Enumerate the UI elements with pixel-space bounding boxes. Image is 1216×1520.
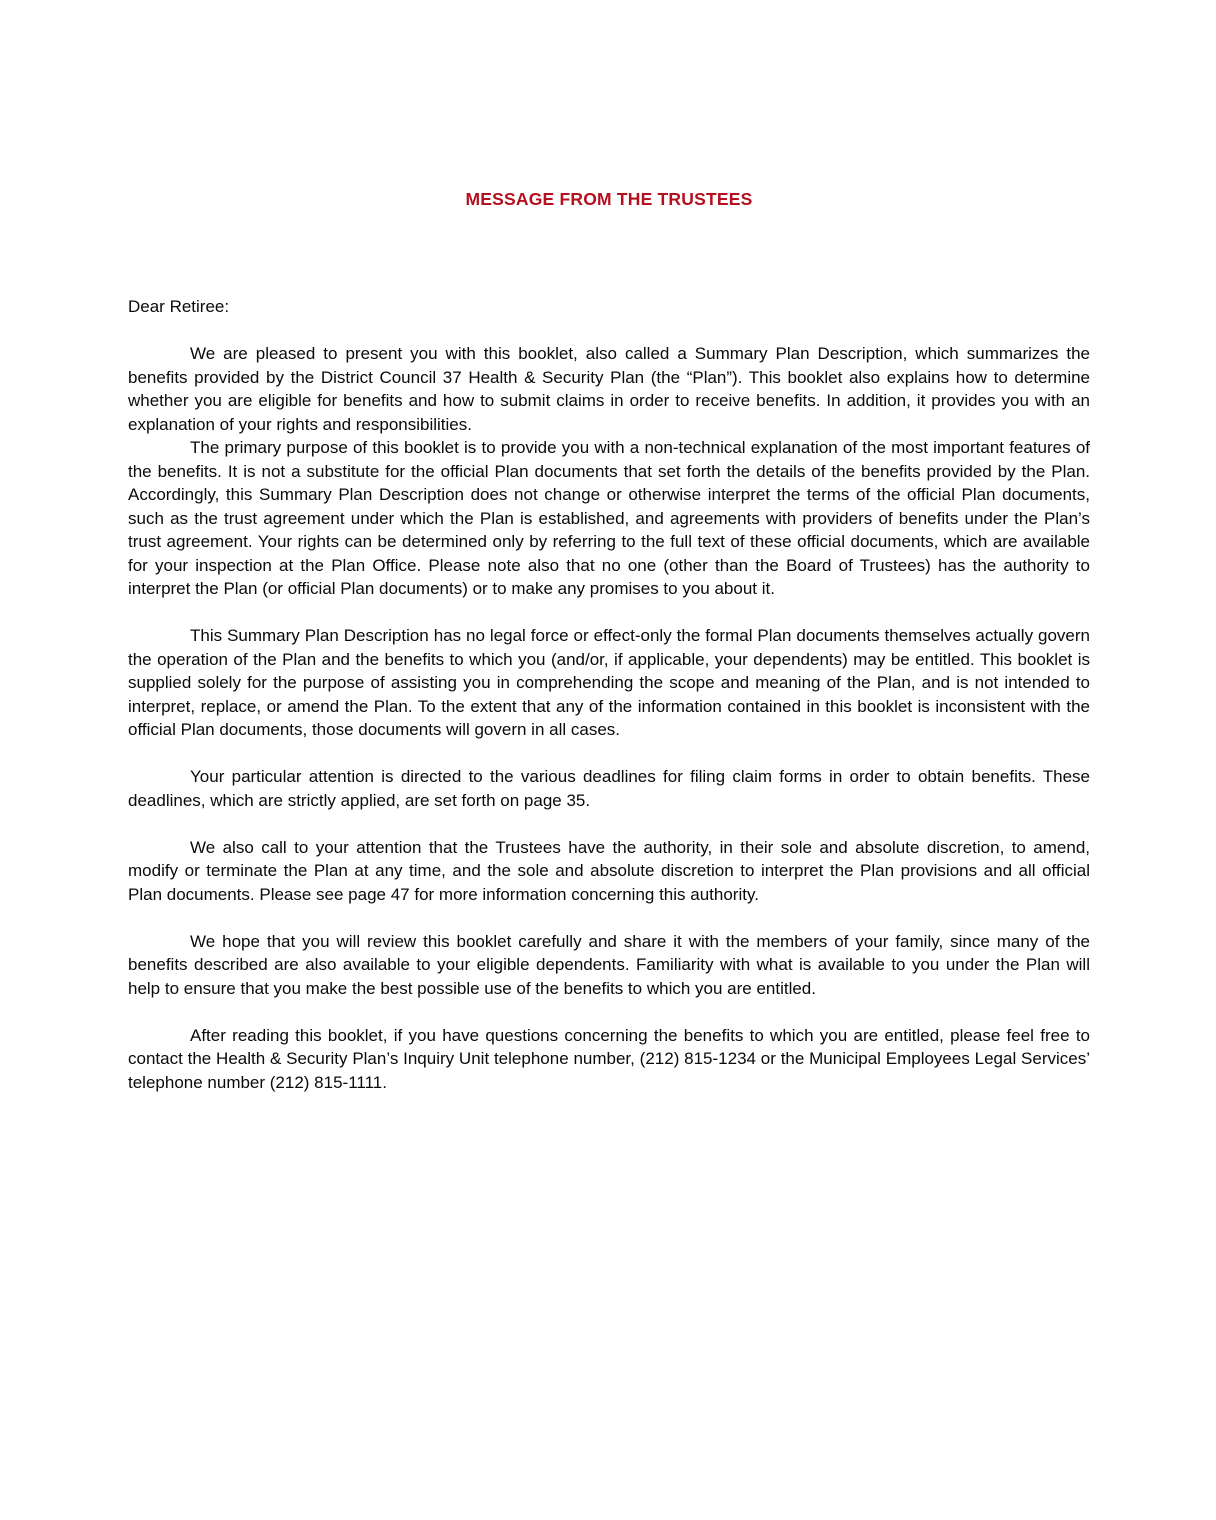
page-title: MESSAGE FROM THE TRUSTEES xyxy=(465,189,753,209)
paragraph-1: We are pleased to present you with this booklet, also called a Summary Plan Description, which summarizes the benefits provided by the District Council 37 Health & Security Plan (the “Plan”). This booklet also explains how to determine whether you are eligible for benefits and how to submit claims in order to receive benefits. In addition, it provides you with an explanation of your rights and responsibilities. xyxy=(128,344,1090,434)
salutation: Dear Retiree: xyxy=(128,297,230,316)
paragraph-5: We also call to your attention that the Trustees have the authority, in their sole and absolute discretion, to amend, modify or terminate the Plan at any time, and the sole and absolute discretion to interpret the Plan provisions and all official Plan documents. Please see page 47 for more information concerning this authority. xyxy=(128,837,1090,904)
paragraph-7: After reading this booklet, if you have questions concerning the benefits to which you are entitled, please feel free to contact the Health & Security Plan’s Inquiry Unit telephone number, (212) 815-1234 or the Municipal Employees Legal Services’ telephone number (212) 815-1111. xyxy=(128,1025,1090,1092)
paragraph-6: We hope that you will review this booklet carefully and share it with the members of your family, since many of the benefits described are also available to your eligible dependents. Familiarity with what is available to you under the Plan will help to ensure that you make the best possible use of the benefits to which you are entitled. xyxy=(128,931,1090,998)
paragraph-2: The primary purpose of this booklet is to provide you with a non-technical explanation of the most important features of the benefits. It is not a substitute for the official Plan documents that set forth the details of the benefits provided by the Plan. Accordingly, this Summary Plan Description does not change or otherwise interpret the terms of the official Plan documents, such as the trust agreement under which the Plan is established, and agreements with providers of benefits under the Plan’s trust agreement. Your rights can be determined only by referring to the full text of these official documents, which are available for your inspection at the Plan Office. Please note also that no one (other than the Board of Trustees) has the authority to interpret the Plan (or official Plan documents) or to make any promises to you about it. xyxy=(128,438,1090,598)
paragraph-3: This Summary Plan Description has no legal force or effect-only the formal Plan documents themselves actually govern the operation of the Plan and the benefits to which you (and/or, if applicable, your dependents) may be entitled. This booklet is supplied solely for the purpose of assisting you in comprehending the scope and meaning of the Plan, and is not intended to interpret, replace, or amend the Plan. To the extent that any of the information contained in this booklet is inconsistent with the official Plan documents, those documents will govern in all cases. xyxy=(128,626,1090,739)
document-content xyxy=(128,0,1090,1094)
paragraph-4: Your particular attention is directed to the various deadlines for filing claim forms in order to obtain benefits. These deadlines, which are strictly applied, are set forth on page 35. xyxy=(128,767,1090,810)
